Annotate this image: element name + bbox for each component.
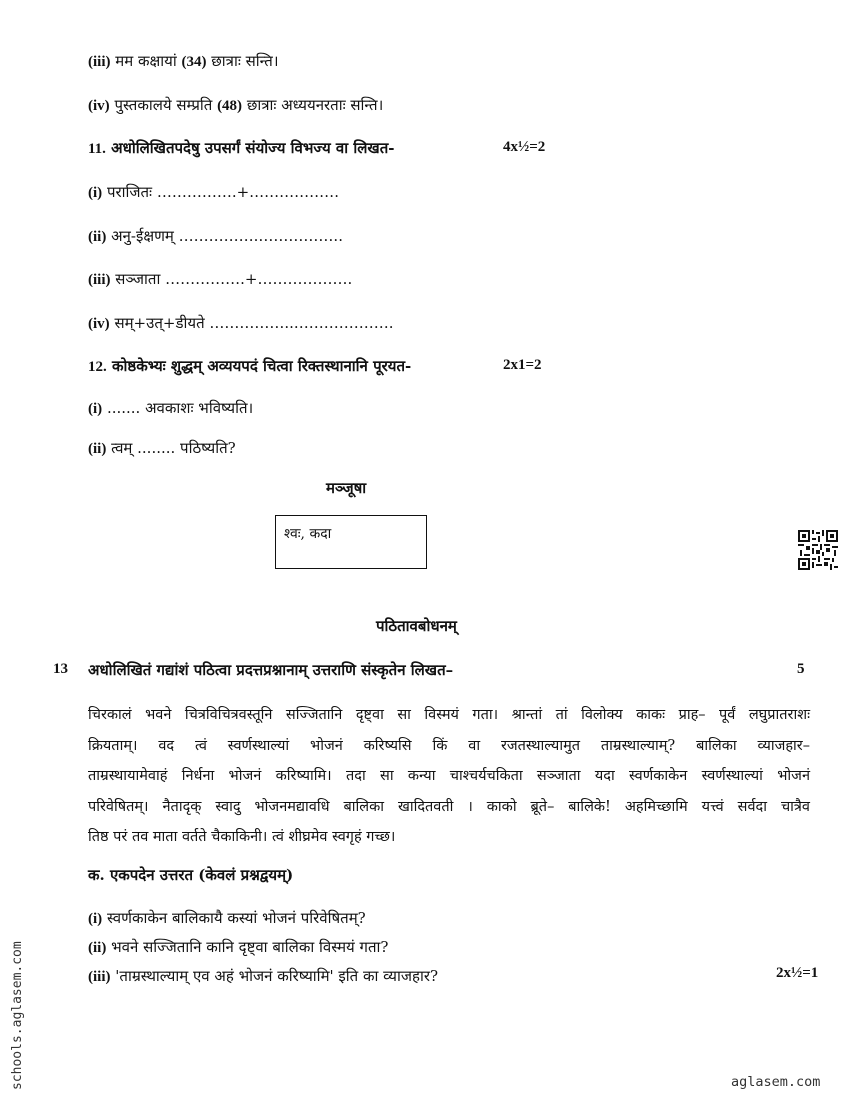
item-value: (34) [181, 54, 207, 70]
passage-line: चिरकालं भवने चित्रविचित्रवस्तूनि सज्जितानि दृष्ट्वा सा विस्मयं गता। श्रान्तां तां विलोक्य काकः प्राह– पूर्वं लघुप्रातराशः [88, 707, 810, 723]
item-number: (iv) [88, 316, 110, 332]
manjusha-content: श्वः, कदा [284, 526, 332, 542]
q11-marks: 4x½=2 [503, 139, 546, 155]
sub-question [88, 966, 438, 986]
item-text: भवने सज्जितानि कानि दृष्ट्वा बालिका विस्मयं गता? [106, 938, 389, 956]
item-text: स्वर्णकाकेन बालिकायै कस्यां भोजनं परिवेषितम्? [102, 909, 366, 927]
item-number: (ii) [88, 441, 107, 457]
item-number: (ii) [88, 940, 107, 956]
item-number: (i) [88, 401, 103, 417]
item-number: (ii) [88, 229, 107, 245]
item-text: अनु-ईक्षणम् …………….…………….. [106, 227, 343, 245]
item-number: (i) [88, 185, 103, 201]
passage-line: परिवेषितम्। नैतादृक् स्वादु भोजनमद्यावधि बालिका खादितवती । काको ब्रूते– बालिके! अहमिच्छामि यत्त्वं सर्वदा चात्रैव [88, 798, 810, 815]
item-text: मम कक्षायां [110, 52, 182, 70]
side-watermark: schools.aglasem.com [10, 941, 25, 1090]
manjusha-title: मञ्जूषा [326, 479, 367, 497]
item-text: पराजितः …………….+……………… [102, 183, 340, 201]
question-text: कोष्ठकेभ्यः शुद्धम् अव्ययपदं चित्वा रिक्तस्थानानि पूरयत- [111, 357, 412, 375]
item-text: ....... अवकाशः भविष्यति। [102, 399, 254, 417]
item-text: सम्+उत्+डीयते ……………...………………. [109, 314, 394, 332]
item-text: त्वम् ........ पठिष्यति? [106, 439, 236, 457]
q11-item [88, 226, 343, 246]
item-text: 'ताम्रस्थाल्याम् एव अहं भोजनं करिष्यामि' इति का व्याजहार? [110, 967, 439, 985]
section-title: पठितावबोधनम् [376, 617, 457, 635]
item-number: (iii) [88, 969, 111, 985]
item-number: (iii) [88, 54, 111, 70]
q12-marks: 2x1=2 [503, 357, 542, 373]
item-text: पुस्तकालये सम्प्रति [109, 96, 218, 114]
footer-watermark: aglasem.com [731, 1074, 821, 1090]
q11-item [88, 313, 393, 333]
q12-heading [88, 356, 411, 376]
question-text: अधोलिखितपदेषु उपसर्गं संयोज्य विभज्य वा लिखत- [111, 139, 395, 157]
q12-item [88, 398, 253, 418]
question-number: 12. [88, 359, 107, 375]
item-value: (48) [217, 98, 243, 114]
sub-marks: 2x½=1 [776, 965, 819, 981]
passage-line: क्रियताम्। वद त्वं स्वर्णस्थाल्यां भोजनं करिष्यसि किं वा रजतस्थाल्यामुत ताम्रस्थाल्याम्? बालिका व्याजहार– [88, 737, 810, 754]
item-number: (iii) [88, 272, 111, 288]
sub-question [88, 908, 366, 928]
q11-heading [88, 138, 394, 158]
passage-line: ताम्रस्थायामेवाहं निर्धना भोजनं करिष्यामि। तदा सा कन्या चाश्चर्यचकिता सञ्जाता यदा स्वर्णकाकेन स्वर्णस्थाल्यां भोजनं [88, 768, 810, 784]
item-number: (i) [88, 911, 103, 927]
q10-item-iv [88, 95, 383, 115]
question-number: 11. [88, 141, 106, 157]
sub-question [88, 937, 388, 957]
item-text: छात्राः सन्ति। [206, 52, 279, 70]
q10-item-iii [88, 51, 279, 71]
q11-item [88, 182, 339, 202]
sub-heading: क. एकपदेन उत्तरत (केवलं प्रश्नद्वयम्) [88, 866, 294, 884]
q12-item [88, 438, 236, 458]
q11-item [88, 269, 352, 289]
q13-marks: 5 [797, 661, 805, 677]
item-number: (iv) [88, 98, 110, 114]
passage-line: तिष्ठ परं तव माता वर्तते चैकाकिनी। त्वं शीघ्रमेव स्वगृहं गच्छ। [88, 829, 396, 845]
passage [88, 700, 810, 853]
q13-heading: अधोलिखितं गद्यांशं पठित्वा प्रदत्तप्रश्नानाम् उत्तराणि संस्कृतेन लिखत– [88, 661, 454, 679]
q13-number: 13 [53, 661, 68, 677]
qr-code-icon [798, 530, 838, 570]
item-text: सञ्जाता …………….+………………. [110, 270, 353, 288]
manjusha-box [275, 515, 427, 569]
item-text: छात्राः अध्ययनरताः सन्ति। [242, 96, 384, 114]
